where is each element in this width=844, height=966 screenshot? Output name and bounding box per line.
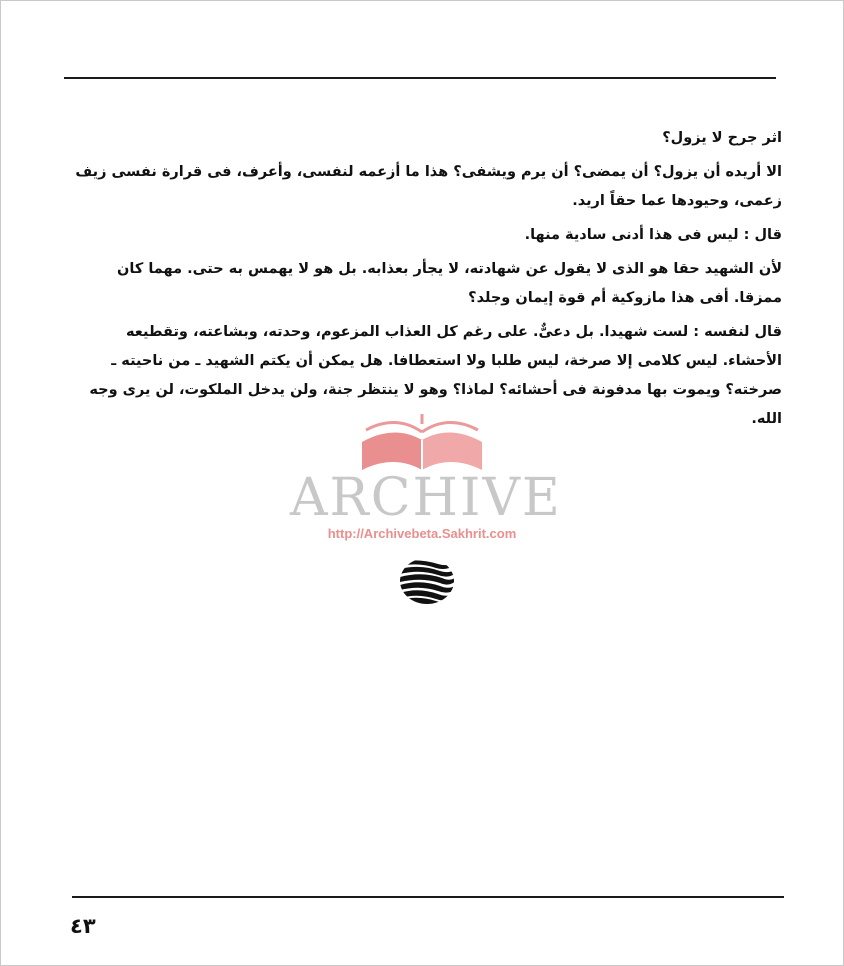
paragraph-5: قال لنفسه : لست شهيدا. بل دعىٌّ. على رغم كل العذاب المزعوم، وحدته، وبشاعته، وتقطيعه الأحشاء. ليس كلامى إلا صرخة، ليس طلبا ولا استعطافا. هل يمكن أن يكتم الشهيد ـ من ناحيته ـ صرخته؟ ويموت بها مدفونة فى أحشائه؟ لماذا؟ وهو لا ينتظر جنة، ولن يدخل الملكوت، لن يرى وجه الله. [89, 324, 782, 427]
paragraph-4: لأن الشهيد حقا هو الذى لا يقول عن شهادته، لا يجأر بعذابه. بل هو لا يهمس به حتى. مهما كان ممزقا. أفى هذا مازوكية أم قوة إيمان وجلد؟ [117, 261, 782, 306]
archive-watermark [290, 412, 562, 552]
top-rule [64, 77, 776, 79]
bottom-rule [72, 896, 784, 898]
paragraph-3: قال : ليس فى هذا أدنى سادية منها. [524, 227, 782, 243]
paragraph-1: اثر جرح لا يزول؟ [662, 130, 782, 146]
watermark-title: ARCHIVE [290, 468, 562, 528]
open-book-icon [356, 412, 488, 474]
striped-circle-ornament-icon [398, 556, 456, 606]
page-number: ٤٣ [70, 914, 96, 938]
watermark-url: http://Archivebeta.Sakhrit.com [327, 526, 517, 541]
body-text [64, 124, 782, 439]
paragraph-2: الا أريده أن يزول؟ أن يمضى؟ أن يرم ويشفى؟ هذا ما أزعمه لنفسى، وأعرف، فى قرارة نفسى زيف زعمى، وحيودها عما حقاً اريد. [75, 164, 782, 209]
